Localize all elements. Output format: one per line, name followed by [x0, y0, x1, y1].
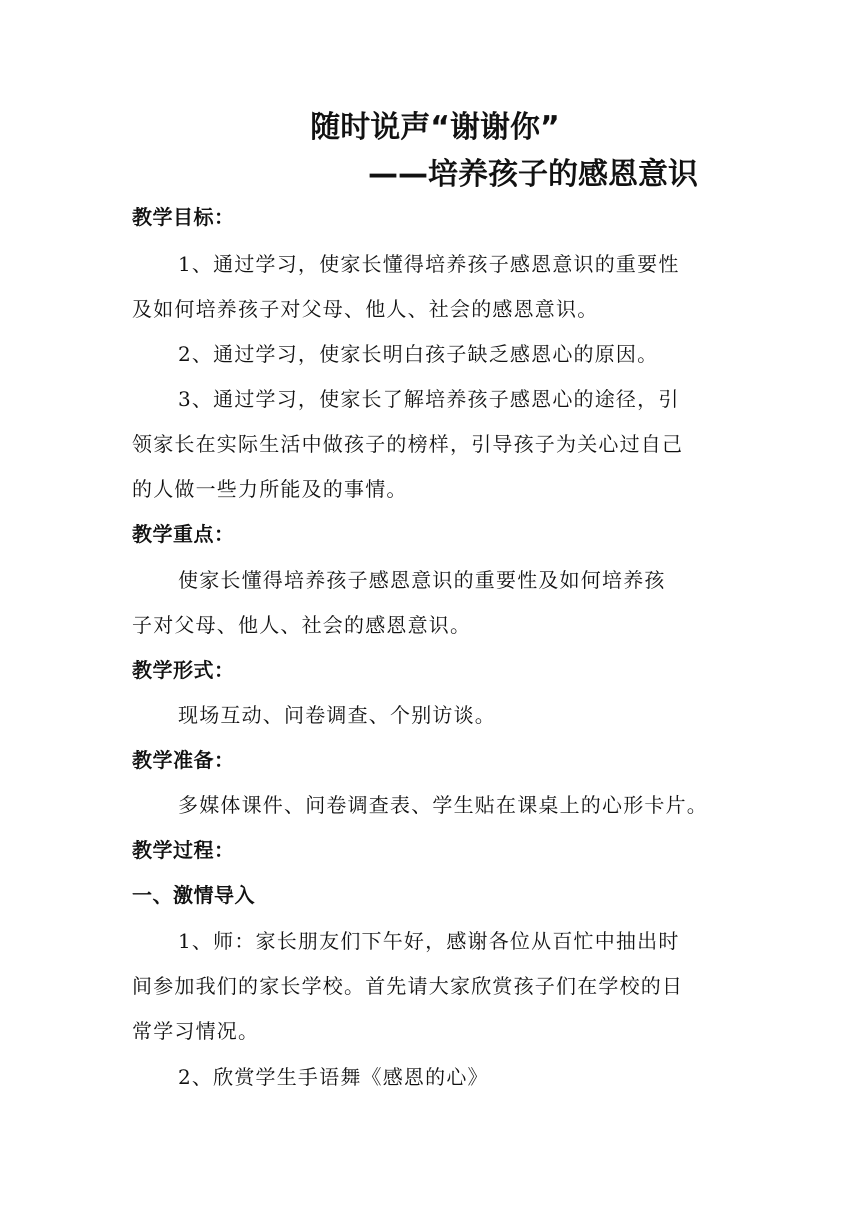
goal-3-line-2: 领家长在实际生活中做孩子的榜样，引导孩子为关心过自己	[132, 432, 684, 456]
goal-2: 2、通过学习，使家长明白孩子缺乏感恩心的原因。	[178, 342, 659, 366]
focus-line-1: 使家长懂得培养孩子感恩意识的重要性及如何培养孩	[178, 568, 666, 592]
prep-heading: 教学准备：	[132, 748, 235, 772]
form-heading: 教学形式：	[132, 658, 235, 682]
process-heading: 教学过程：	[132, 838, 235, 862]
form-text: 现场互动、问卷调查、个别访谈。	[178, 703, 496, 727]
goal-3-line-3: 的人做一些力所能及的事情。	[132, 477, 408, 501]
step-1-line-1: 1、师：家长朋友们下午好，感谢各位从百忙中抽出时	[178, 929, 680, 953]
goal-1-line-2: 及如何培养孩子对父母、他人、社会的感恩意识。	[132, 297, 599, 321]
step-1-line-2: 间参加我们的家长学校。首先请大家欣赏孩子们在学校的日	[132, 974, 684, 998]
goal-3-line-1: 3、通过学习，使家长了解培养孩子感恩心的途径，引	[178, 387, 680, 411]
prep-text: 多媒体课件、问卷调查表、学生贴在课桌上的心形卡片。	[178, 793, 708, 817]
part-1-heading: 一、激情导入	[132, 883, 255, 907]
goal-1-line-1: 1、通过学习，使家长懂得培养孩子感恩意识的重要性	[178, 252, 680, 276]
step-2: 2、欣赏学生手语舞《感恩的心》	[178, 1065, 489, 1089]
document-title: 随时说声“谢谢你”	[310, 110, 560, 145]
focus-line-2: 子对父母、他人、社会的感恩意识。	[132, 613, 472, 637]
step-1-line-3: 常学习情况。	[132, 1019, 260, 1043]
focus-heading: 教学重点：	[132, 522, 235, 546]
goals-heading: 教学目标：	[132, 205, 235, 229]
document-subtitle: ——培养孩子的感恩意识	[368, 157, 698, 192]
